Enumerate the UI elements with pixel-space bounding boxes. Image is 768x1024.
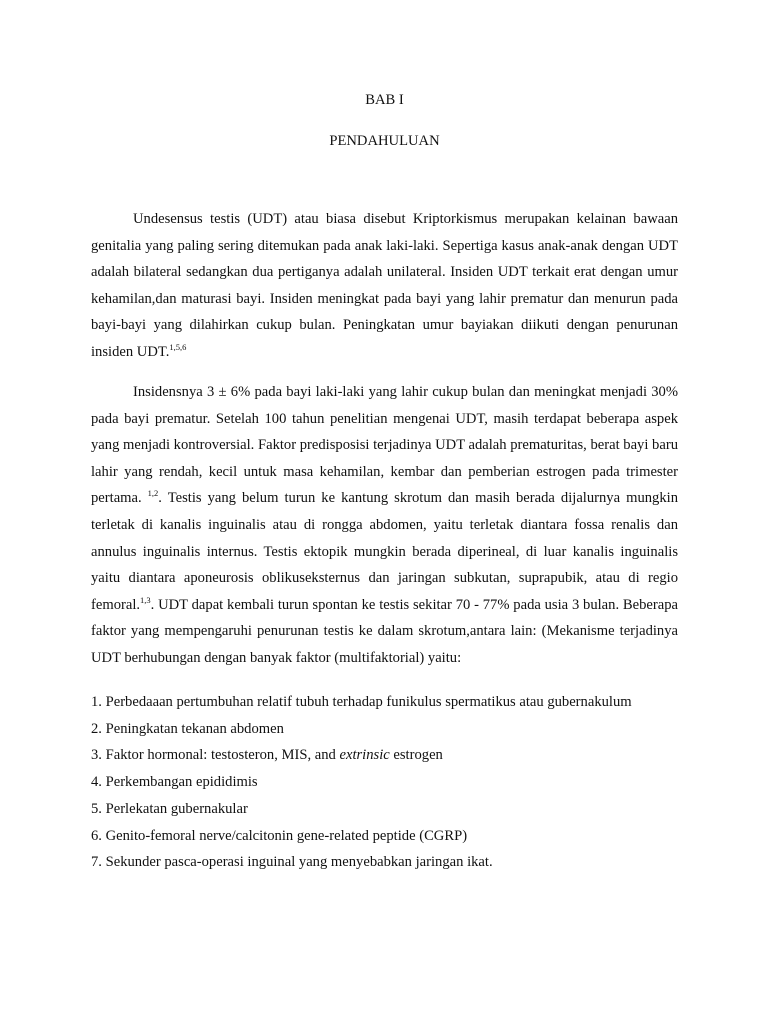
paragraph-text-part3: . UDT dapat kembali turun spontan ke testis sekitar 70 - 77% pada usia 3 bulan. Beberapa faktor yang mempengaruhi penurunan testis ke dalam skrotum,antara lain: (Mekanisme terjadinya UDT berhubungan dengan banyak faktor (multifaktorial) yaitu: — [91, 596, 678, 666]
paragraph-incidence — [91, 379, 678, 672]
chapter-number: BAB I — [365, 92, 404, 108]
list-item: 4. Perkembangan epididimis — [91, 774, 258, 791]
factor-list — [91, 689, 678, 876]
paragraph-intro-text: Undesensus testis (UDT) atau biasa disebut Kriptorkismus merupakan kelainan bawaan genitalia yang paling sering ditemukan pada anak laki-laki. Sepertiga kasus anak-anak dengan UDT adalah bilateral sedangkan dua pertiganya adalah unilateral. Insiden UDT terkait erat dengan umur kehamilan,dan maturasi bayi. Insiden meningkat pada bayi yang lahir prematur dan menurun pada bayi-bayi yang dilahirkan cukup bulan. Peningkatan umur bayiakan diikuti dengan penurunan insiden UDT. — [91, 211, 678, 360]
list-item: 2. Peningkatan tekanan abdomen — [91, 720, 284, 737]
paragraph-text-part1: Insidensnya 3 ± 6% pada bayi laki-laki yang lahir cukup bulan dan meningkat menjadi 30% pada bayi prematur. Setelah 100 tahun penelitian mengenai UDT, masih terdapat beberapa aspek yang menjadi kontroversial. Faktor predisposisi terjadinya UDT adalah prematuritas, berat bayi baru lahir yang rendah, kecil untuk masa kehamilan, kembar dan pemberian estrogen pada trimester pertama. — [91, 384, 678, 507]
list-item — [91, 742, 678, 769]
citation-ref: 1,3 — [140, 594, 151, 605]
paragraph-text-part2: . Testis yang belum turun ke kantung skrotum dan masih berada dijalurnya mungkin terletak di kanalis inguinalis atau di rongga abdomen, yaitu terletak diantara fossa renalis dan annulus inguinalis internus. Testis ektopik mungkin berada diperineal, di luar kanalis inguinalis yaitu diantara aponeurosis oblikuseksternus dan jaringan subkutan, suprapubik, atau di regio femoral. — [91, 490, 678, 613]
list-item-text: estrogen — [389, 747, 443, 764]
paragraph-intro — [91, 206, 678, 366]
list-item: 6. Genito-femoral nerve/calcitonin gene-related peptide (CGRP) — [91, 827, 468, 844]
citation-ref: 1,5,6 — [169, 341, 187, 352]
list-item: 1. Perbedaaan pertumbuhan relatif tubuh terhadap funikulus spermatikus atau gubernakulum — [91, 694, 632, 710]
list-item-italic: extrinsic — [339, 747, 390, 764]
list-item: 5. Perlekatan gubernakular — [91, 800, 248, 817]
list-item: 7. Sekunder pasca-operasi inguinal yang menyebabkan jaringan ikat. — [91, 854, 493, 871]
citation-ref: 1,2 — [147, 488, 159, 499]
chapter-title: PENDAHULUAN — [329, 133, 440, 149]
list-item-text: 3. Faktor hormonal: testosteron, MIS, and — [91, 747, 340, 764]
